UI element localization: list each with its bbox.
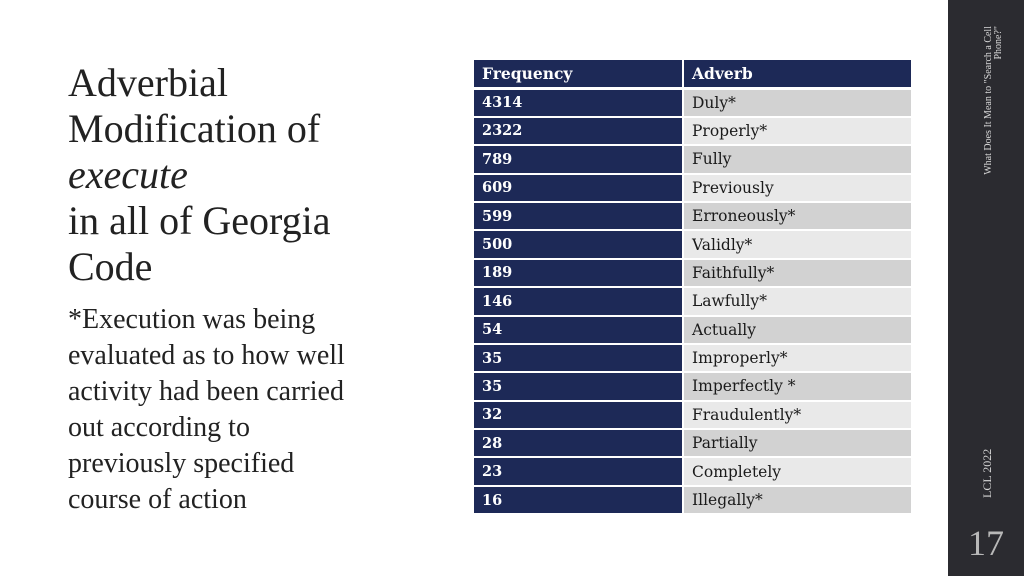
note-line: previously specified (68, 448, 295, 479)
note-line: out according to (68, 412, 250, 443)
adverb-cell: Fully (683, 145, 911, 173)
adverb-cell: Duly* (683, 88, 911, 116)
frequency-cell: 4314 (474, 88, 683, 116)
adverb-cell: Validly* (683, 230, 911, 258)
frequency-table (474, 60, 911, 515)
adverb-cell: Erroneously* (683, 202, 911, 230)
title-line: in all of Georgia (68, 198, 331, 243)
table-header-row (474, 60, 911, 88)
adverb-cell: Completely (683, 457, 911, 485)
table-row (474, 117, 911, 145)
page-number: 17 (968, 523, 1004, 563)
frequency-cell: 32 (474, 401, 683, 429)
footnote-text (68, 302, 428, 518)
table-row (474, 429, 911, 457)
frequency-cell: 28 (474, 429, 683, 457)
table-row (474, 401, 911, 429)
note-line: evaluated as to how well (68, 340, 345, 371)
table-row (474, 372, 911, 400)
frequency-cell: 54 (474, 316, 683, 344)
adverb-cell: Lawfully* (683, 287, 911, 315)
frequency-cell: 35 (474, 372, 683, 400)
frequency-cell: 35 (474, 344, 683, 372)
table-row (474, 174, 911, 202)
frequency-cell: 23 (474, 457, 683, 485)
frequency-cell: 609 (474, 174, 683, 202)
column-header-frequency: Frequency (474, 60, 683, 88)
note-line: course of action (68, 484, 247, 515)
title-line: Adverbial (68, 60, 228, 105)
slide-title (68, 60, 448, 290)
presentation-title: What Does It Mean to "Search a Cell Phone?" (983, 26, 1004, 175)
table-row (474, 259, 911, 287)
frequency-cell: 16 (474, 486, 683, 514)
table-row (474, 457, 911, 485)
adverb-cell: Fraudulently* (683, 401, 911, 429)
table-row (474, 145, 911, 173)
adverb-cell: Previously (683, 174, 911, 202)
table-row (474, 486, 911, 514)
adverb-cell: Faithfully* (683, 259, 911, 287)
adverb-cell: Properly* (683, 117, 911, 145)
table-row (474, 344, 911, 372)
title-line: Modification of (68, 106, 321, 151)
adverb-cell: Imperfectly * (683, 372, 911, 400)
note-line: activity had been carried (68, 376, 344, 407)
frequency-cell: 146 (474, 287, 683, 315)
adverb-cell: Partially (683, 429, 911, 457)
frequency-cell: 2322 (474, 117, 683, 145)
adverb-cell: Actually (683, 316, 911, 344)
table-row (474, 88, 911, 116)
column-header-adverb: Adverb (683, 60, 911, 88)
title-line: Code (68, 244, 153, 289)
frequency-cell: 789 (474, 145, 683, 173)
note-line: *Execution was being (68, 304, 316, 335)
frequency-cell: 189 (474, 259, 683, 287)
frequency-cell: 500 (474, 230, 683, 258)
table-row (474, 316, 911, 344)
title-line-italic: execute (68, 152, 188, 197)
adverb-cell: Illegally* (683, 486, 911, 514)
table-row (474, 287, 911, 315)
table-row (474, 230, 911, 258)
adverb-cell: Improperly* (683, 344, 911, 372)
date-label: LCL 2022 (980, 448, 994, 498)
frequency-cell: 599 (474, 202, 683, 230)
table-row (474, 202, 911, 230)
